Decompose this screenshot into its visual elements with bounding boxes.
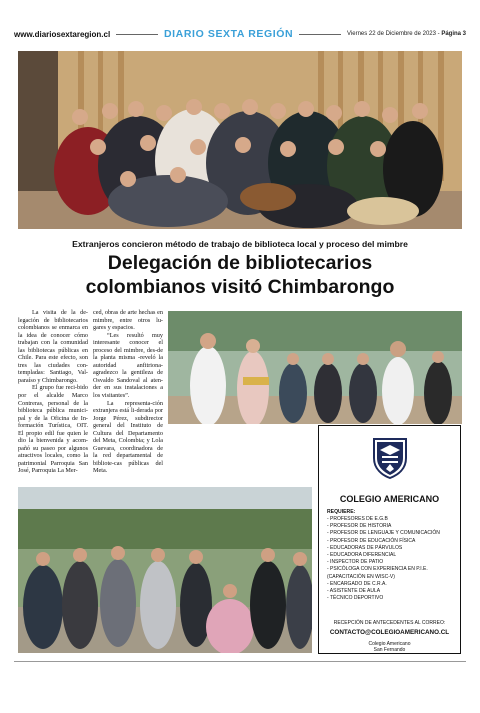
issue-date (347, 31, 466, 37)
reception-photo (168, 311, 462, 424)
article-column-1 (18, 309, 88, 475)
ad-signature-city: San Fernando (373, 647, 406, 654)
list-item: - PSICÓLOGA CON EXPERIENCIA EN P.I.E. (327, 566, 428, 573)
header-rule-left (116, 34, 158, 35)
ad-signature-name: Colegio Americano (368, 641, 411, 647)
ad-positions-list (327, 516, 440, 602)
paragraph: El grupo fue reci-bido por el alcalde Marco Contreras, personal de la biblioteca pública munici-pal y de la Oficina de In-formación Turística, OIT. El propio edil fue quien le dio la bienvenida y acom-pañó su paseo por algunos atractivos locales, como la patrimonial Parroquia San José, Parroquia La Mer- (18, 384, 88, 475)
article-kicker: Extranjeros concieron método de trabajo de biblioteca local y proceso del mimbre (72, 239, 408, 249)
job-advertisement (318, 425, 461, 654)
site-url[interactable]: www.diariosextaregion.cl (14, 29, 111, 39)
paragraph: La representa-ción extranjera está li-derada por Jorge Pérez, subdirector general del Instituto de Cultura del Departamento del Meta, Colombia; y Lola Guevara, coordinadora de la red departamental de bibliote-cas públicas del Meta. (93, 399, 163, 475)
list-item: - EDUCADORA DIFERENCIAL (327, 552, 397, 559)
paragraph: La visita de la de-legación de bibliotecarios colombianos se enmarca en la idea de conocer cómo trabajan con la comunidad las bibliotecas públicas en Chile. Para este efecto, son tres las ciudades con-templadas: Santiago, Val-paraíso y Chimbarongo. (18, 309, 88, 384)
list-item: - TÉCNICO DEPORTIVO (327, 595, 384, 602)
list-item: - INSPECTOR DE PATIO (327, 559, 384, 566)
ad-contact-email[interactable]: CONTACTO@COLEGIOAMERICANO.CL (329, 629, 450, 636)
headline-line-1: Delegación de bibliotecarios (107, 252, 373, 274)
list-item: - PROFESOR DE LENGUAJE Y COMUNICACIÓN (327, 530, 440, 537)
ad-requires-label: REQUIERE: (327, 509, 356, 515)
page-header (14, 26, 466, 42)
school-shield-icon (370, 436, 410, 480)
list-item: - EDUCADORAS DE PÁRVULOS (327, 544, 403, 551)
list-item: - ENCARGADO DE C.R.A. (327, 580, 387, 587)
delegation-photo (18, 487, 312, 653)
list-item: (CAPACITACIÓN EN WISC-V) (327, 573, 395, 580)
list-item: - PROFESOR DE EDUCACIÓN FÍSICA (327, 537, 416, 544)
ad-title: COLEGIO AMERICANO (339, 494, 440, 504)
list-item: - PROFESORES DE E.G.B (327, 516, 388, 522)
newspaper-brand: DIARIO SEXTA REGIÓN (163, 28, 294, 40)
paragraph: “Les resultó muy interesante conocer el proceso del mimbre, des-de la planta misma -reveló la autoridad anfitriona- agradezco la gentileza de Osvaldo Sandoval al aten-der en sus instalaciones a los visitantes”. (93, 331, 163, 400)
footer-rule (14, 661, 466, 662)
headline-line-2: colombianos visitó Chimbarongo (85, 276, 395, 298)
header-rule-right (299, 34, 341, 35)
page-number: Página 3 (441, 31, 467, 37)
group-photo (18, 51, 462, 229)
article-column-2 (93, 309, 163, 475)
ad-reception-note: RECEPCIÓN DE ANTECEDENTES AL CORREO: (333, 620, 446, 626)
date-text: Viernes 22 de Diciembre de 2023 - (347, 31, 440, 37)
article-headline (14, 251, 466, 299)
list-item: - PROFESOR DE HISTORIA (327, 523, 392, 530)
paragraph: ced, obras de arte hechas en mimbre, entre otros lu-gares y espacios. (93, 309, 163, 332)
ad-signature (319, 641, 460, 654)
list-item: - ASISTENTE DE AULA (327, 588, 381, 595)
